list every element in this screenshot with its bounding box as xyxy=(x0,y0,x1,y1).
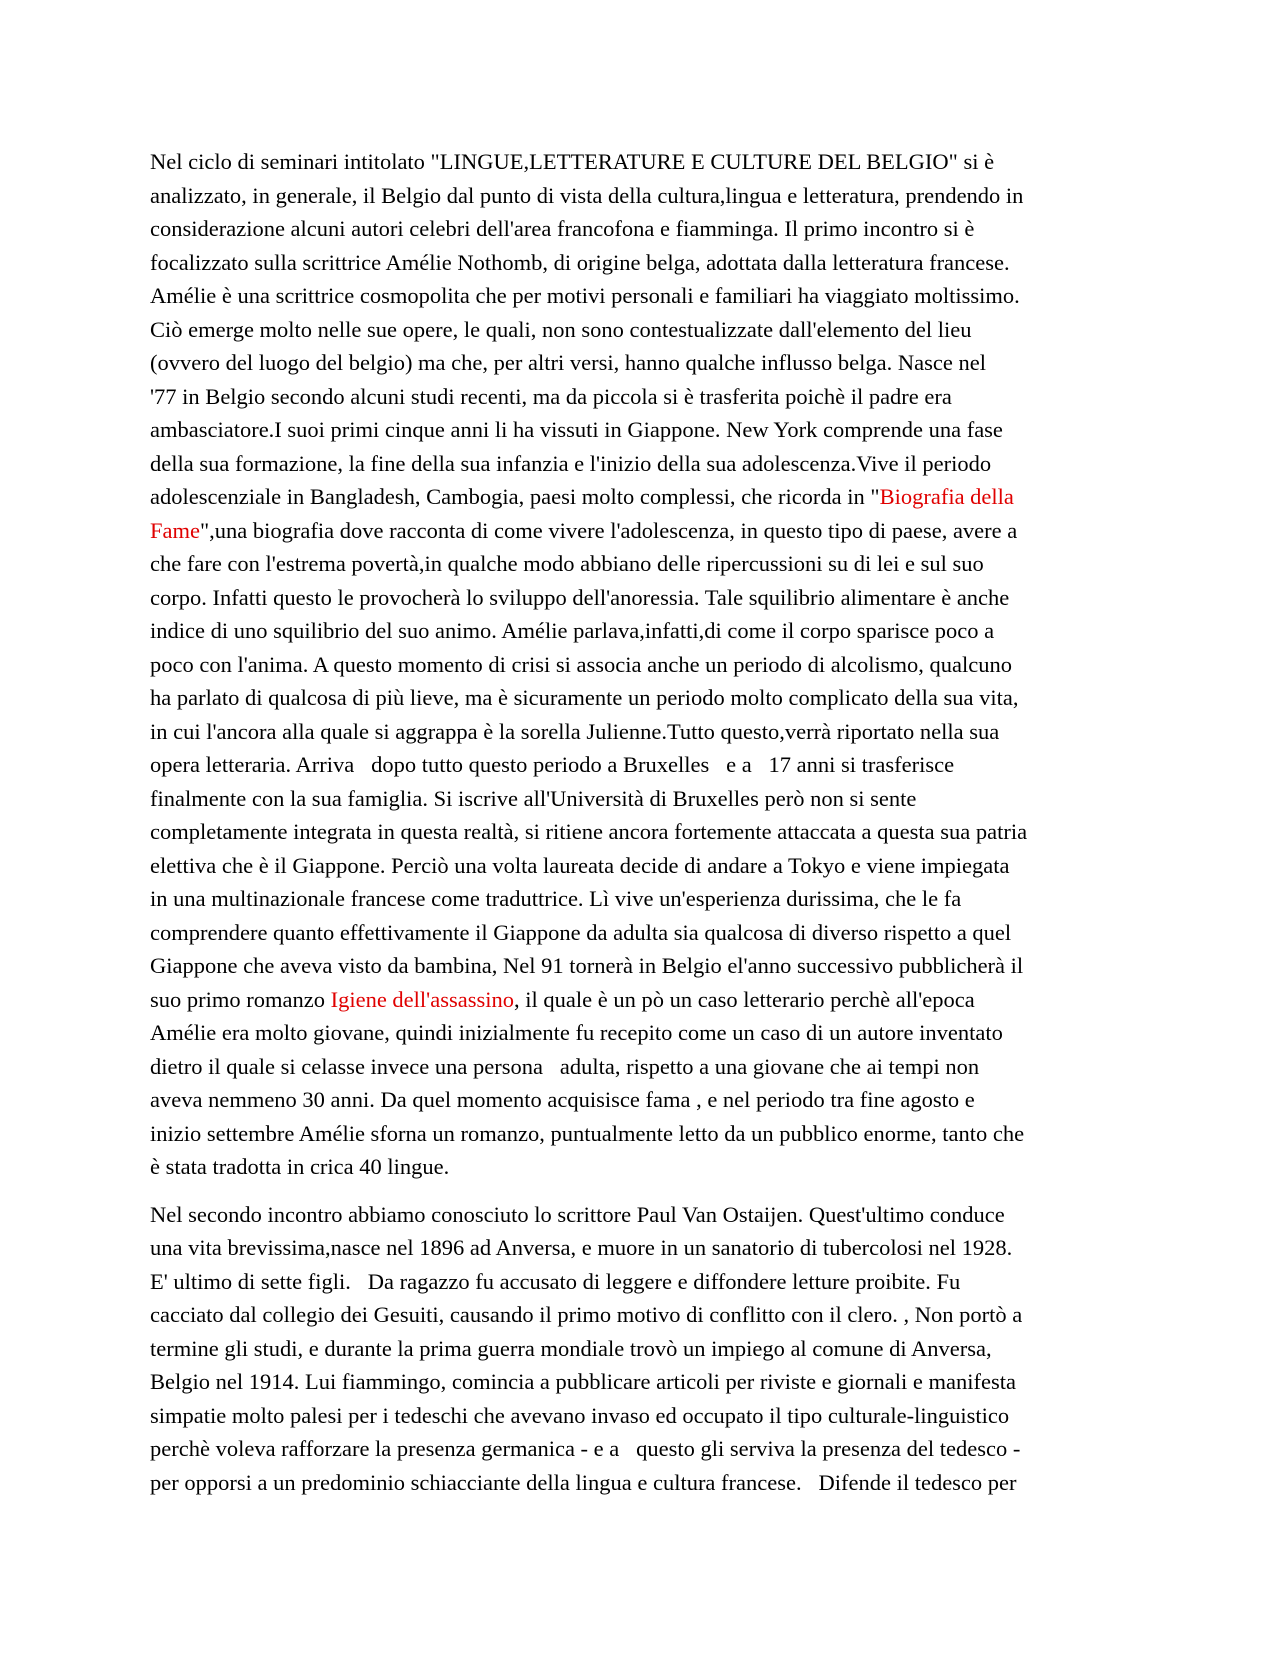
text-line: finalmente con la sua famiglia. Si iscrive all'Università di Bruxelles però non si sente xyxy=(150,785,917,811)
text-line: indice di uno squilibrio del suo animo. Amélie parlava,infatti,di come il corpo sparisce poco a xyxy=(150,618,995,643)
text-line: Ciò emerge molto nelle sue opere, le quali, non sono contestualizzate dall'elemento del lieu xyxy=(150,316,972,342)
text-segment: suo primo romanzo xyxy=(150,986,331,1012)
text-line: ha parlato di qualcosa di più lieve, ma è sicuramente un periodo molto complicato della sua vita, xyxy=(150,685,1019,710)
book-title-biografia-della-fame-cont: Fame xyxy=(150,517,200,543)
text-line: perchè voleva rafforzare la presenza germanica - e a questo gli serviva la presenza del tedesco - xyxy=(150,1436,1021,1461)
text-segment: adolescenziale in Bangladesh, Cambogia, paesi molto complessi, che ricorda in " xyxy=(150,484,880,509)
text-line xyxy=(150,514,1140,548)
text-line: è stata tradotta in crica 40 lingue. xyxy=(150,1154,450,1179)
text-line: Belgio nel 1914. Lui fiammingo, comincia a pubblicare articoli per riviste e giornali e manifesta xyxy=(150,1369,1016,1394)
text-line: una vita brevissima,nasce nel 1896 ad Anversa, e muore in un sanatorio di tubercolosi nel 1928. xyxy=(150,1235,1013,1260)
text-line: elettiva che è il Giappone. Perciò una volta laureata decide di andare a Tokyo e viene impiegata xyxy=(150,852,1010,878)
text-line: aveva nemmeno 30 anni. Da quel momento acquisisce fama , e nel periodo tra fine agosto e xyxy=(150,1087,975,1112)
text-line: considerazione alcuni autori celebri dell'area francofona e fiamminga. Il primo incontro si è xyxy=(150,216,975,241)
text-line: cacciato dal collegio dei Gesuiti, causando il primo motivo di conflitto con il clero. , Non portò a xyxy=(150,1302,1023,1327)
text-line: della sua formazione, la fine della sua infanzia e l'inizio della sua adolescenza.Vive il periodo xyxy=(150,450,992,476)
text-line: inizio settembre Amélie sforna un romanzo, puntualmente letto da un pubblico enorme, tanto che xyxy=(150,1120,1025,1146)
text-line: Nel ciclo di seminari intitolato "LINGUE,LETTERATURE E CULTURE DEL BELGIO" si è xyxy=(150,149,995,174)
text-line xyxy=(150,983,1140,1017)
text-line: comprendere quanto effettivamente il Giappone da adulta sia qualcosa di diverso rispetto a quel xyxy=(150,919,1012,945)
text-line: Nel secondo incontro abbiamo conosciuto lo scrittore Paul Van Ostaijen. Quest'ultimo conduce xyxy=(150,1201,1005,1227)
text-line: in una multinazionale francese come traduttrice. Lì vive un'esperienza durissima, che le fa xyxy=(150,886,962,911)
text-line: dietro il quale si celasse invece una persona adulta, rispetto a una giovane che ai tempi non xyxy=(150,1053,980,1079)
text-line: '77 in Belgio secondo alcuni studi recenti, ma da piccola si è trasferita poichè il padre era xyxy=(150,383,952,409)
text-line: focalizzato sulla scrittrice Amélie Nothomb, di origine belga, adottata dalla letteratura francese. xyxy=(150,249,1010,275)
text-line: Amélie è una scrittrice cosmopolita che per motivi personali e familiari ha viaggiato moltissimo. xyxy=(150,283,1020,308)
text-line: analizzato, in generale, il Belgio dal punto di vista della cultura,lingua e letteratura, prendendo in xyxy=(150,182,1024,208)
text-line: ambasciatore.I suoi primi cinque anni li ha vissuti in Giappone. New York comprende una fase xyxy=(150,417,1003,442)
text-line: Giappone che aveva visto da bambina, Nel 91 tornerà in Belgio el'anno successivo pubblicherà il xyxy=(150,953,1024,978)
book-title-igiene-dell-assassino: Igiene dell'assassino xyxy=(330,986,514,1012)
text-line: che fare con l'estrema povertà,in qualche modo abbiano delle ripercussioni su di lei e sul suo xyxy=(150,551,984,576)
text-line: simpatie molto palesi per i tedeschi che avevano invaso ed occupato il tipo culturale-linguistico xyxy=(150,1402,1010,1428)
text-segment: , il quale è un pò un caso letterario perchè all'epoca xyxy=(513,986,975,1012)
text-line: completamente integrata in questa realtà, si ritiene ancora fortemente attaccata a questa sua patria xyxy=(150,819,1028,844)
text-segment: ",una biografia dove racconta di come vivere l'adolescenza, in questo tipo di paese, avere a xyxy=(200,517,1018,543)
text-line: poco con l'anima. A questo momento di crisi si associa anche un periodo di alcolismo, qualcuno xyxy=(150,651,1012,677)
text-line xyxy=(150,480,1140,514)
text-line: (ovvero del luogo del belgio) ma che, per altri versi, hanno qualche influsso belga. Nasce nel xyxy=(150,350,986,375)
book-title-biografia-della-fame: Biografia della xyxy=(879,484,1014,509)
text-line: opera letteraria. Arriva dopo tutto questo periodo a Bruxelles e a 17 anni si trasferisce xyxy=(150,752,955,777)
text-line: E' ultimo di sette figli. Da ragazzo fu accusato di leggere e diffondere letture proibite. Fu xyxy=(150,1268,961,1294)
text-line: termine gli studi, e durante la prima guerra mondiale trovò un impiego al comune di Anversa, xyxy=(150,1335,992,1361)
text-line: Amélie era molto giovane, quindi inizialmente fu recepito come un caso di un autore inventato xyxy=(150,1020,1003,1045)
text-line: per opporsi a un predominio schiacciante della lingua e cultura francese. Difende il tedesco per xyxy=(150,1469,1017,1495)
paragraph-van-ostaijen xyxy=(150,1198,1140,1500)
text-line: corpo. Infatti questo le provocherà lo sviluppo dell'anoressia. Tale squilibrio alimentare è anche xyxy=(150,584,1010,610)
paragraph-nothomb xyxy=(150,145,1140,1184)
text-line: in cui l'ancora alla quale si aggrappa è la sorella Julienne.Tutto questo,verrà riportato nella sua xyxy=(150,718,1000,744)
document-page xyxy=(150,145,1140,1499)
